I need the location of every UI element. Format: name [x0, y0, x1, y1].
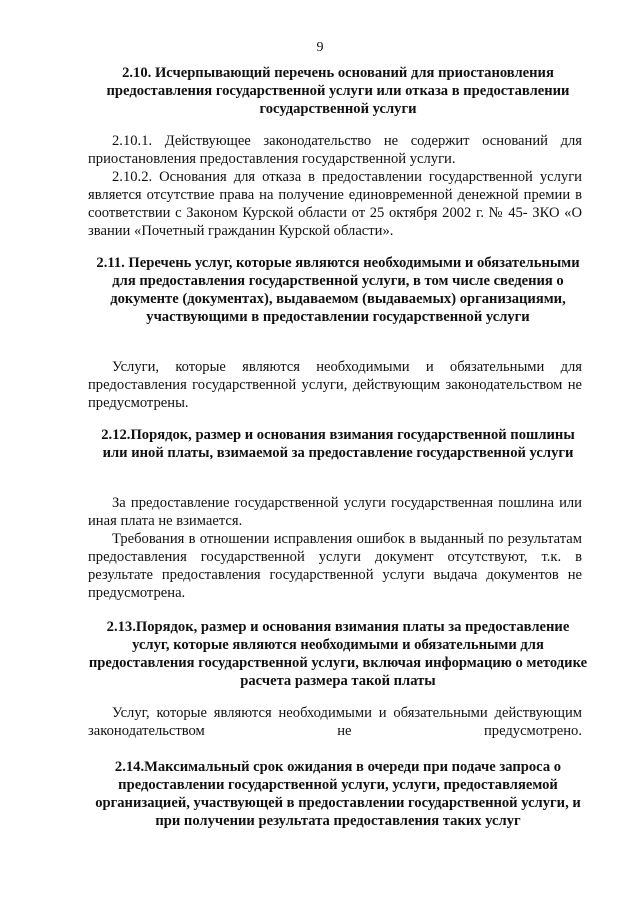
paragraph-2-12-1: За предоставление государственной услуги государственная пошлина или иная плата не взимается.	[88, 495, 582, 529]
section-heading-2-11: 2.11. Перечень услуг, которые являются необходимыми и обязательными для предоставления государственной услуги, в том числе сведения о документе (документах), выдаваемом (выдаваемых) организациями, участвующими в предоставлении государственной услуги	[96, 255, 580, 325]
paragraph-2-10-1: 2.10.1. Действующее законодательство не содержит оснований для приостановления предоставления государственной услуги.	[88, 133, 582, 167]
section-heading-2-12: 2.12.Порядок, размер и основания взимания государственной пошлины или иной платы, взимаемой за предоставление государственной услуги	[101, 427, 575, 461]
paragraph-2-12-2: Требования в отношении исправления ошибок в выданный по результатам предоставления государственной услуги документ отсутствуют, т.к. в результате предоставления государственной услуги выдача документов не предусмотрена.	[88, 531, 582, 601]
section-heading-2-14: 2.14.Максимальный срок ожидания в очереди при подаче запроса о предоставлении государственной услуги, услуги, предоставляемой организацией, участвующей в предоставлении государственной услуги, и при получении результата предоставления таких услуг	[95, 759, 581, 829]
page-number: 9	[316, 40, 324, 55]
section-heading-2-13: 2.13.Порядок, размер и основания взимания платы за предоставление услуг, которые являются необходимыми и обязательными для предоставления государственной услуги, включая информацию о методике расчета размера такой платы	[88, 619, 588, 689]
section-heading-2-10: 2.10. Исчерпывающий перечень оснований для приостановления предоставления государственной услуги или отказа в предоставлении государственной услуги	[106, 65, 570, 117]
paragraph-2-13-1: Услуг, которые являются необходимыми и обязательными действующим законодательством не предусмотрено.	[88, 705, 582, 739]
paragraph-2-11-1: Услуги, которые являются необходимыми и обязательными для предоставления государственной услуги, действующим законодательством не предусмотрены.	[88, 359, 582, 411]
paragraph-2-10-2: 2.10.2. Основания для отказа в предоставлении государственной услуги является отсутствие права на получение единовременной денежной премии в соответствии с Законом Курской области от 25 октября 2002 г. № 45- ЗКО «О звании «Почетный гражданин Курской области».	[88, 169, 582, 239]
